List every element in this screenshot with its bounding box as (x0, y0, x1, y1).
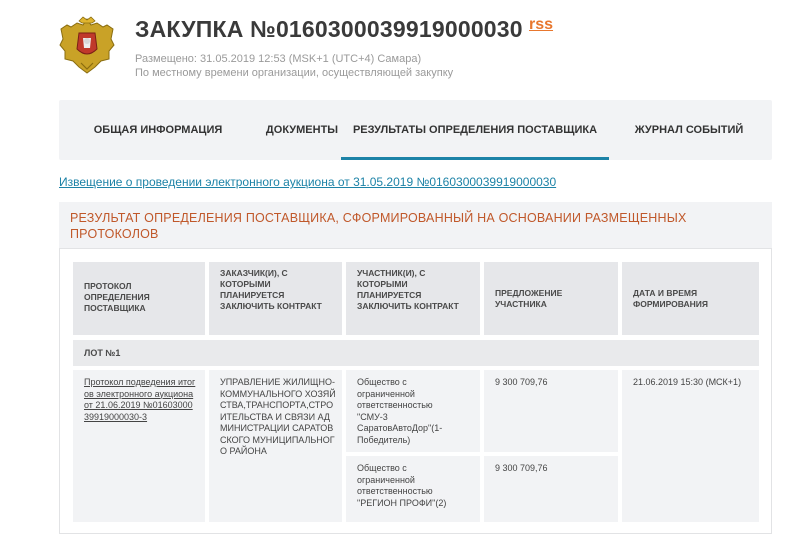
created-datetime: 21.06.2019 15:30 (МСК+1) (633, 377, 742, 387)
auction-notice-link[interactable]: Извещение о проведении электронного аукциона от 31.05.2019 №0160300039919000030 (59, 175, 557, 189)
results-table-container (59, 248, 772, 534)
results-panel (59, 202, 772, 533)
page-title: ЗАКУПКА №0160300039919000030 (135, 16, 523, 42)
rss-link[interactable]: rss (529, 16, 554, 33)
col-header-customer (209, 262, 342, 335)
col-header-label: ПРОТОКОЛ ОПРЕДЕЛЕНИЯ ПОСТАВЩИКА (84, 281, 150, 313)
lot-row (73, 340, 759, 366)
datetime-cell (622, 370, 759, 522)
participant-offer: 9 300 709,76 (495, 463, 548, 473)
col-header-label: ДАТА И ВРЕМЯ ФОРМИРОВАНИЯ (633, 288, 708, 309)
customer-cell (209, 370, 342, 522)
lot-label: ЛОТ №1 (84, 348, 121, 358)
coat-of-arms-emblem (57, 15, 117, 77)
col-header-participant (346, 262, 480, 335)
panel-title: РЕЗУЛЬТАТ ОПРЕДЕЛЕНИЯ ПОСТАВЩИКА, СФОРМИРОВАННЫЙ НА ОСНОВАНИИ РАЗМЕЩЕННЫХ ПРОТОКОЛОВ (70, 211, 687, 241)
offer-cell (484, 370, 618, 452)
participant-cell (346, 456, 480, 522)
col-header-label: ПРЕДЛОЖЕНИЕ УЧАСТНИКА (495, 288, 563, 309)
protocol-cell (73, 370, 205, 522)
participant-offer: 9 300 709,76 (495, 377, 548, 387)
participant-name: Общество с ограниченной ответственностью "СМУ-3 СаратовАвтоДор"(1-Победитель) (357, 377, 443, 445)
col-header-protocol (73, 262, 205, 335)
placed-datetime: Размещено: 31.05.2019 12:53 (MSK+1 (UTC+4) Самара) (135, 53, 422, 65)
tab-documents[interactable]: ДОКУМЕНТЫ (265, 124, 339, 136)
participant-name: Общество с ограниченной ответственностью "РЕГИОН ПРОФИ"(2) (357, 463, 447, 508)
offer-cell (484, 456, 618, 522)
participant-cell (346, 370, 480, 452)
col-header-offer (484, 262, 618, 335)
protocol-link[interactable]: Протокол подведения итогов электронного аукциона от 21.06.2019 №0160300039919000030-3 (84, 377, 196, 422)
tab-supplier-results[interactable]: РЕЗУЛЬТАТЫ ОПРЕДЕЛЕНИЯ ПОСТАВЩИКА (341, 100, 609, 160)
customer-name: УПРАВЛЕНИЕ ЖИЛИЩНО-КОММУНАЛЬНОГО ХОЗЯЙСТВА,ТРАНСПОРТА,СТРОИТЕЛЬСТВА И СВЯЗИ АДМИНИСТРАЦИИ САРАТОВСКОГО МУНИЦИПАЛЬНОГО РАЙОНА (220, 377, 336, 456)
tab-bar (59, 100, 772, 160)
tab-event-log[interactable]: ЖУРНАЛ СОБЫТИЙ (634, 124, 744, 136)
tab-general-info[interactable]: ОБЩАЯ ИНФОРМАЦИЯ (93, 124, 223, 136)
col-header-label: УЧАСТНИК(И), С КОТОРЫМИ ПЛАНИРУЕТСЯ ЗАКЛЮЧИТЬ КОНТРАКТ (357, 268, 459, 311)
placement-info (135, 52, 453, 80)
col-header-label: ЗАКАЗЧИК(И), С КОТОРЫМИ ПЛАНИРУЕТСЯ ЗАКЛЮЧИТЬ КОНТРАКТ (220, 268, 322, 311)
local-time-note: По местному времени организации, осуществляющей закупку (135, 67, 454, 79)
col-header-datetime (622, 262, 759, 335)
